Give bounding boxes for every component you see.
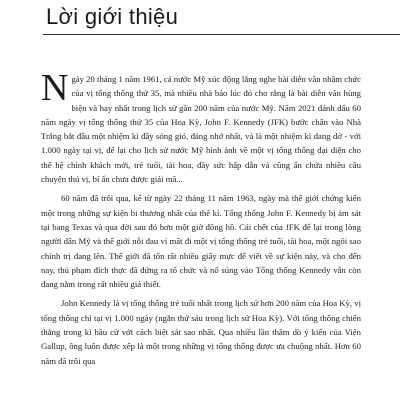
paragraph-1-text: gày 20 tháng 1 năm 1961, cả nước Mỹ xúc động lắng nghe bài diễn văn nhậm chức của vị tổng thống thứ 35, mà nhiều nhà báo lúc đó cho rằng là bài diễn văn hùng biện và hay nhất trong lịch sử gần 200 năm của nước Mỹ. Năm 2021 đánh dấu 60 năm ngày vị tổng thống thứ 35 của Hoa Kỳ, John F. Kennedy (JFK) bước chân vào Nhà Trắng bắt đầu một nhiệm kì đầy sóng gió, đáng nhớ nhất, và là một nhiệm kì dang dở - với 1.000 ngày tại vị, để lại cho lịch sử nước Mỹ hình ảnh về một vị tổng thống đại diện cho thế hệ chính khách mới, trẻ tuổi, tài hoa, đầy sức hấp dẫn và cũng ẩn chứa nhiều câu chuyện thú vị, bí ẩn chưa được giải mã... <box>41 74 361 185</box>
title-underline-rule <box>43 34 400 35</box>
paragraph-3: John Kennedy là vị tổng thống trẻ tuổi nhất trong lịch sử hơn 200 năm của Hoa Kỳ, vị tổng thống chỉ tại vị 1.000 ngày (ngắn thứ sáu trong lịch sử Hoa Kỳ). Với tổng thống chiến thắng trong kì bầu cử với cách biệt sát sao nhất. Qua nhiều lần thăm dò ý kiến của Viện Gallup, ông luôn được xếp là một trong những vị tổng thống được ưa chuộng nhất. Hơn 60 năm đã trôi qua <box>41 298 361 366</box>
drop-cap-letter: N <box>41 67 69 109</box>
chapter-heading <box>0 0 400 48</box>
paragraph-2: 60 năm đã trôi qua, kể từ ngày 22 tháng 11 năm 1963, ngày mà thế giới chứng kiến một trong những sự kiện bi thương nhất của thế kỉ. Tổng thống John F. Kennedy bị ám sát tại bang Texas và qua đời sau đó hơn một giờ đồng hồ. Cái chết của JFK để lại trong lòng người dân Mỹ và thế giới nỗi đau vì mất đi một vị tổng thống trẻ tuổi, tài hoa, một ngôi sao chính trị đang lên. Thế giới đã tốn rất nhiều giấy mực để viết về sự kiện này, và cho đến nay, thủ phạm đích thực đã đứng ra tổ chức và nổ súng vào Tổng thống Kennedy vẫn còn đang nằm trong rất nhiều giả thiết. <box>41 193 361 290</box>
paragraph-1 <box>41 67 361 186</box>
body-text <box>41 67 361 373</box>
chapter-title: Lời giới thiệu <box>46 4 179 29</box>
